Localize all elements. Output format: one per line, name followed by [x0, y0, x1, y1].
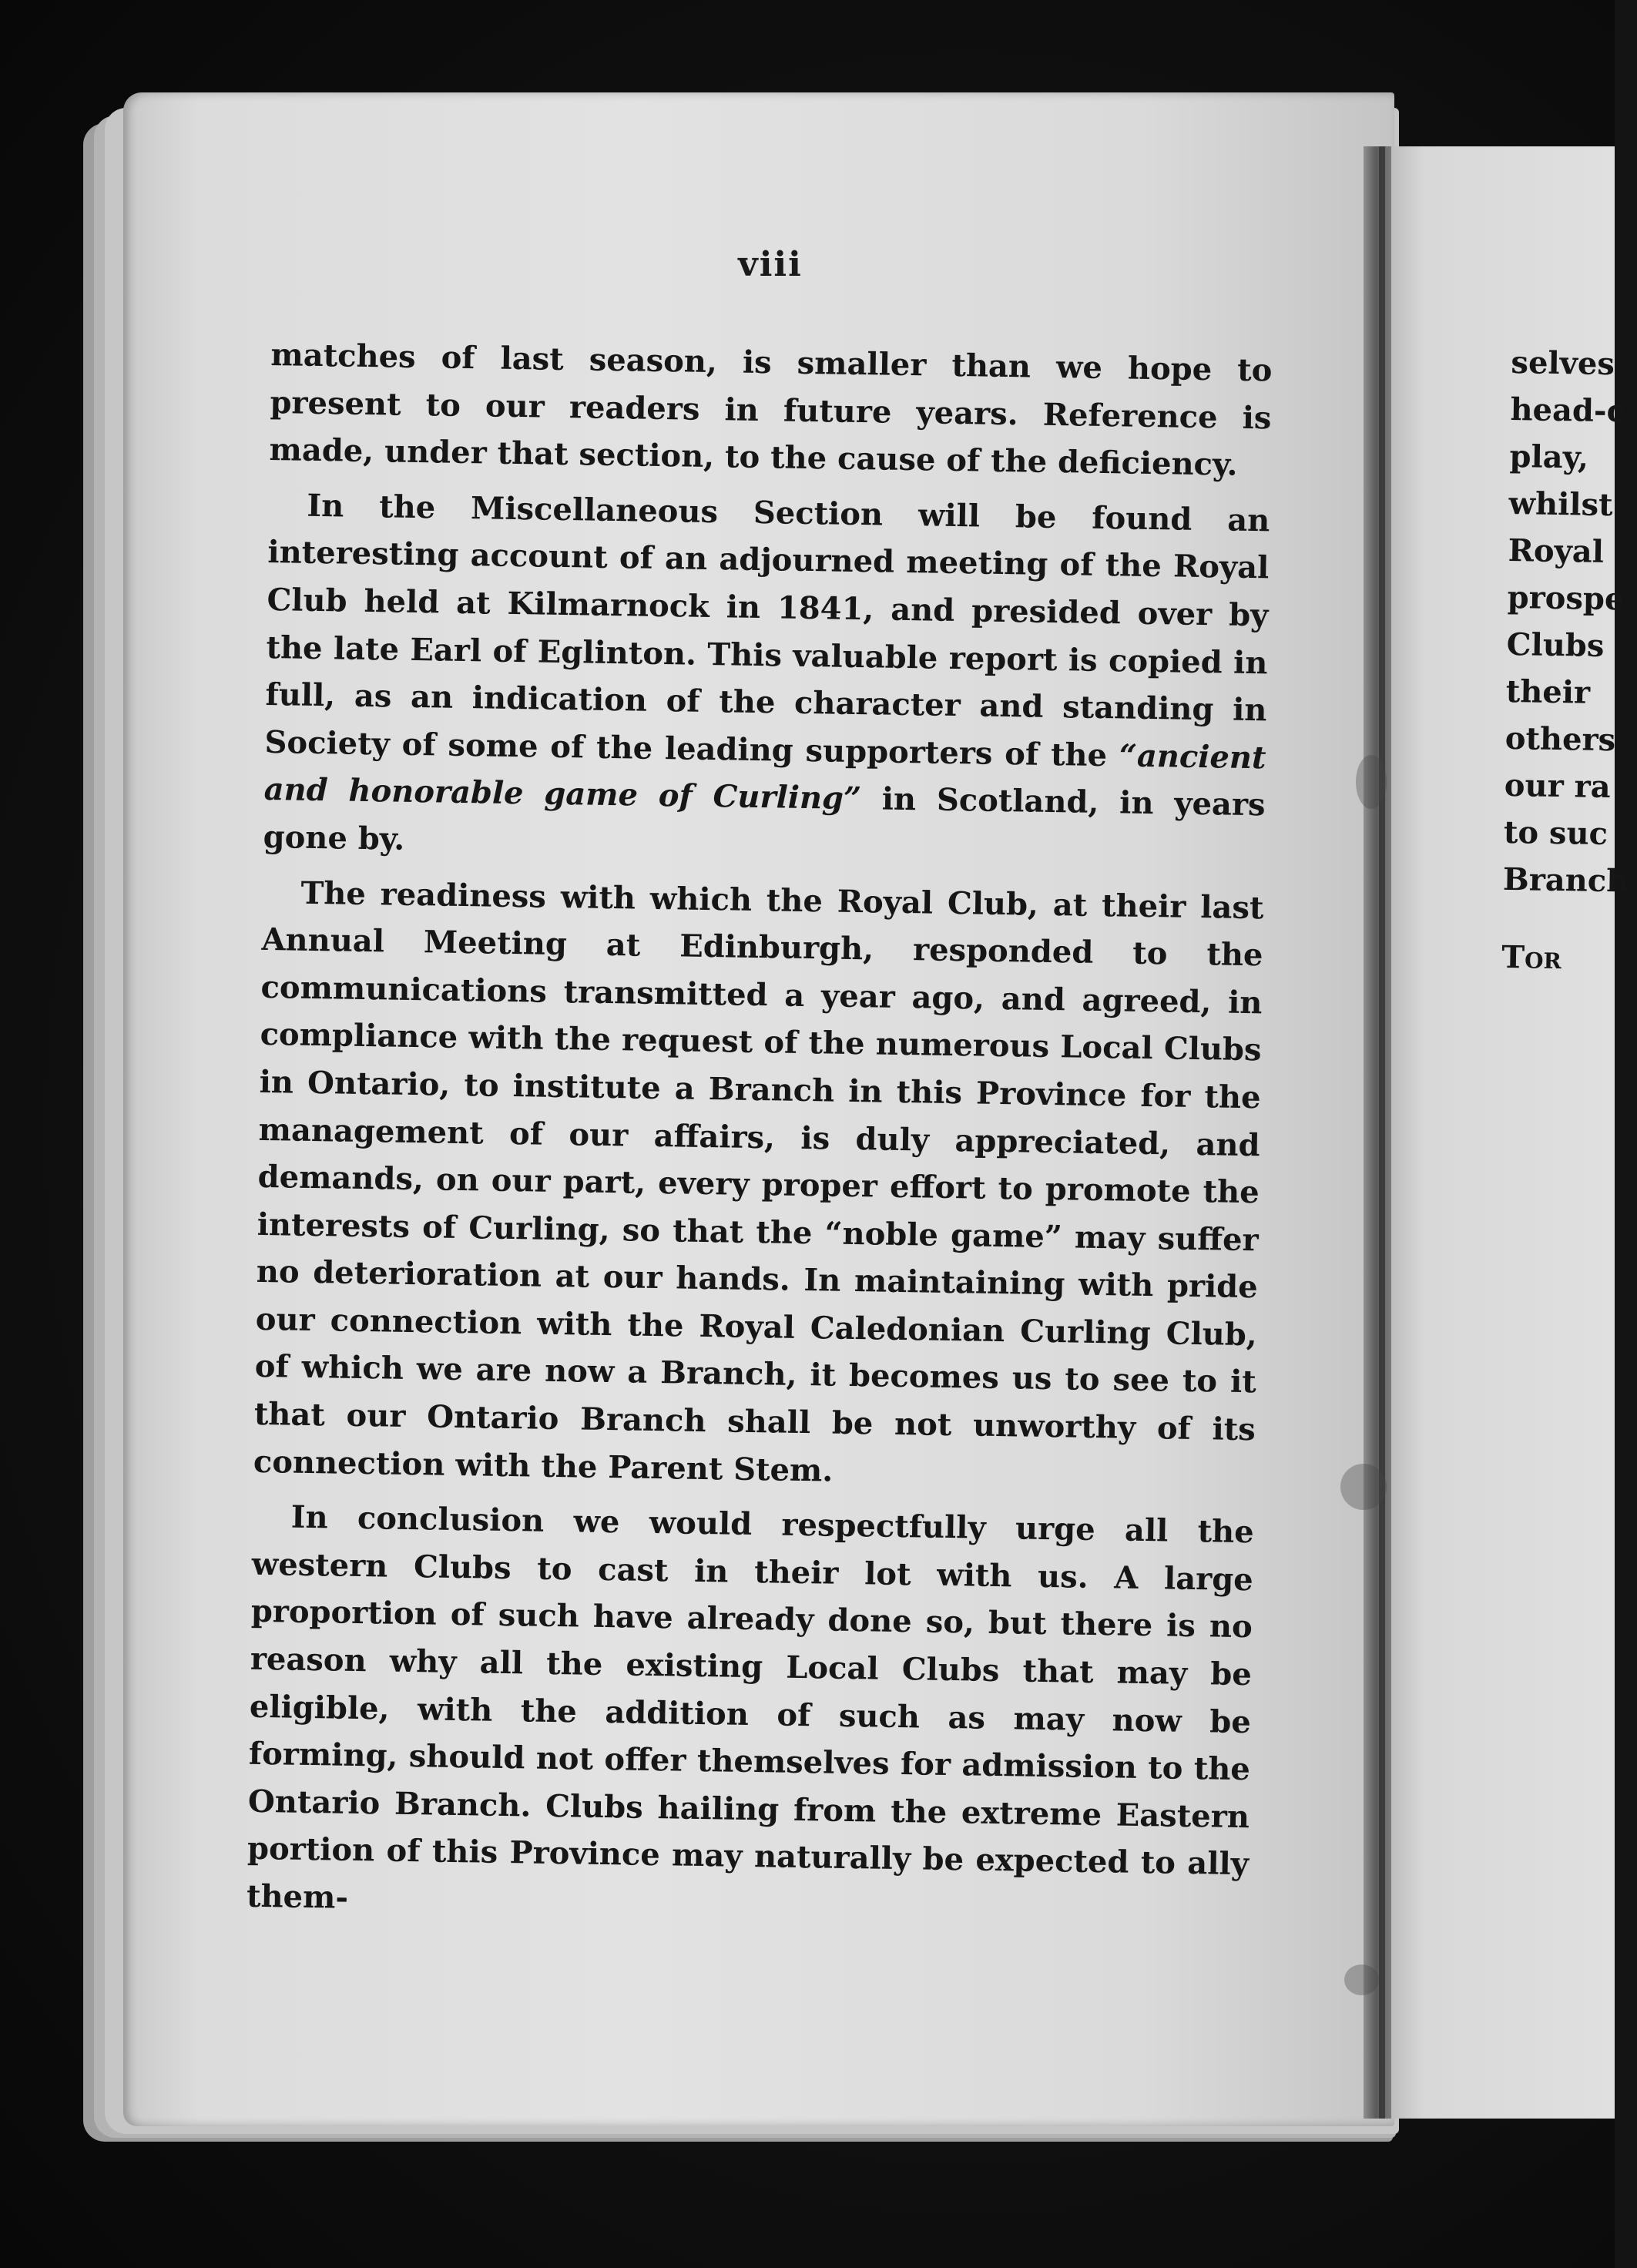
page-body	[246, 331, 1272, 1944]
facing-line: head-c	[1510, 391, 1626, 430]
facing-page-text	[1501, 339, 1629, 1020]
curling-quote: “ancient and honorable game of Curling”	[263, 737, 1266, 817]
binding-damage	[1344, 1964, 1379, 1995]
paragraph-2-before: In the Miscellaneous Section will be found an interesting account of an adjourned meeting of the Royal Club held at Kilmarnock in 1841, and presided over by the late Earl of Eglinton. This valuable report is copied in full, as an indication of the character and standing in Society of some of the leading supporters of the	[264, 487, 1270, 774]
paragraph-3: The readiness with which the Royal Club, at their last Annual Meeting at Edinburgh, responded to the communications transmitted a year ago, and agreed, in compliance with the request of the numerous Local Clubs in Ontario, to institute a Branch in this Province for the management of our affairs, is duly appreciated, and demands, on our part, every proper effort to promote the interests of Curling, so that the “noble game” may suffer no deterioration at our hands. In maintaining with pride our connection with the Royal Caledonian Curling Club, of which we are now a Branch, it becomes us to see to it that our Ontario Branch shall be not unworthy of its connection with the Parent Stem.	[253, 874, 1264, 1489]
facing-line: Branch	[1502, 861, 1629, 900]
facing-line: selves	[1511, 344, 1615, 383]
paragraph-1: matches of last season, is smaller than we hope to present to our readers in future years. Reference is made, under that section, to the cause of the deficiency.	[269, 336, 1273, 483]
binding-damage	[1340, 1464, 1387, 1510]
facing-line: play,	[1509, 438, 1589, 476]
facing-line: their	[1505, 673, 1591, 711]
paragraph-4: In conclusion we would respectfully urge all the western Clubs to cast in their lot with us. A large proportion of such have already done so, but there is no reason why all the existing Local Clubs that may be eligible, with the addition of such as may now be forming, should not offer themselves for admission to the Ontario Branch. Clubs hailing from the extreme Eastern portion of this Province may naturally be expected to ally them-	[246, 1498, 1255, 1916]
paragraph-2-after: in Scotland, in years gone by.	[263, 780, 1266, 857]
facing-line: others	[1504, 720, 1616, 759]
facing-line: our ra	[1504, 767, 1612, 806]
book-spine	[1364, 146, 1391, 2119]
facing-line: whilst	[1508, 485, 1613, 524]
facing-line: Clubs	[1506, 626, 1605, 664]
facing-line: to suc	[1503, 814, 1608, 853]
paragraph-2	[263, 481, 1270, 877]
binding-damage	[1356, 755, 1387, 809]
facing-signoff: Tor	[1501, 938, 1562, 977]
facing-line: Royal	[1508, 532, 1605, 570]
facing-line: prospe	[1507, 579, 1625, 618]
page-number: viii	[738, 245, 803, 284]
book-gutter	[1379, 146, 1385, 2119]
